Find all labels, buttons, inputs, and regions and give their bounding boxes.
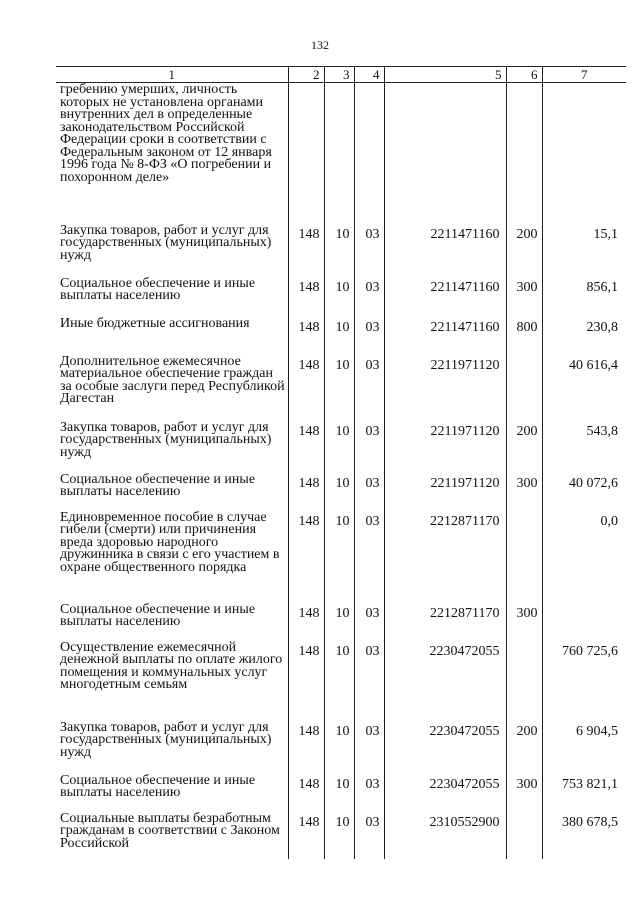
cell-subsection: 03 — [354, 512, 384, 604]
table-row — [56, 722, 626, 775]
cell-target-article: 2230472055 — [384, 722, 506, 775]
cell-subsection: 03 — [354, 813, 384, 859]
cell-target-article: 2212871170 — [384, 604, 506, 642]
cell-section: 10 — [324, 422, 354, 474]
cell-expense-type — [506, 642, 542, 722]
cell-ministry: 148 — [288, 278, 324, 318]
cell-expense-type — [506, 356, 542, 422]
column-header-6: 6 — [506, 67, 542, 83]
cell-section: 10 — [324, 775, 354, 813]
table-row — [56, 775, 626, 813]
row-name: Закупка товаров, работ и услуг для государственных (муниципальных) нужд — [60, 419, 272, 460]
cell-ministry: 148 — [288, 813, 324, 859]
cell-target-article: 2212871170 — [384, 512, 506, 604]
table-row — [56, 604, 626, 642]
cell-amount — [542, 83, 626, 225]
cell-ministry — [288, 83, 324, 225]
cell-ministry: 148 — [288, 318, 324, 356]
cell-amount: 6 904,5 — [542, 722, 626, 775]
cell-subsection: 03 — [354, 642, 384, 722]
column-header-3: 3 — [324, 67, 354, 83]
cell-ministry: 148 — [288, 356, 324, 422]
table-row — [56, 813, 626, 859]
cell-target-article: 2211471160 — [384, 318, 506, 356]
row-name: Социальное обеспечение и иные выплаты населению — [60, 471, 256, 499]
cell-target-article: 2211471160 — [384, 225, 506, 278]
cell-amount: 230,8 — [542, 318, 626, 356]
cell-section: 10 — [324, 512, 354, 604]
cell-ministry: 148 — [288, 422, 324, 474]
column-header-5: 5 — [384, 67, 506, 83]
row-name: Социальное обеспечение и иные выплаты населению — [60, 601, 256, 629]
cell-section: 10 — [324, 318, 354, 356]
cell-expense-type: 300 — [506, 775, 542, 813]
cell-expense-type: 300 — [506, 474, 542, 512]
cell-target-article: 2211971120 — [384, 474, 506, 512]
column-header-4: 4 — [354, 67, 384, 83]
cell-amount: 380 678,5 — [542, 813, 626, 859]
cell-section: 10 — [324, 642, 354, 722]
cell-section: 10 — [324, 474, 354, 512]
cell-target-article: 2211971120 — [384, 356, 506, 422]
column-header-7: 7 — [542, 67, 626, 83]
cell-amount: 0,0 — [542, 512, 626, 604]
cell-ministry: 148 — [288, 642, 324, 722]
cell-ministry: 148 — [288, 225, 324, 278]
cell-expense-type — [506, 512, 542, 604]
cell-section: 10 — [324, 722, 354, 775]
cell-target-article: 2211971120 — [384, 422, 506, 474]
row-name: Социальное обеспечение и иные выплаты населению — [60, 275, 256, 303]
cell-ministry: 148 — [288, 604, 324, 642]
cell-ministry: 148 — [288, 722, 324, 775]
cell-section — [324, 83, 354, 225]
cell-expense-type: 200 — [506, 722, 542, 775]
cell-amount: 753 821,1 — [542, 775, 626, 813]
row-name: Социальные выплаты безработным гражданам в соответствии с Законом Российской — [60, 810, 280, 851]
table-row — [56, 422, 626, 474]
row-name: Социальное обеспечение и иные выплаты населению — [60, 772, 256, 800]
cell-subsection: 03 — [354, 278, 384, 318]
page-number: 132 — [311, 38, 329, 52]
cell-section: 10 — [324, 356, 354, 422]
column-header-1: 1 — [56, 67, 288, 83]
column-header-2: 2 — [288, 67, 324, 83]
budget-table — [56, 66, 626, 859]
cell-subsection: 03 — [354, 775, 384, 813]
cell-ministry: 148 — [288, 512, 324, 604]
cell-subsection: 03 — [354, 422, 384, 474]
cell-target-article: 2211471160 — [384, 278, 506, 318]
cell-amount: 856,1 — [542, 278, 626, 318]
cell-expense-type — [506, 813, 542, 859]
cell-subsection: 03 — [354, 474, 384, 512]
table-row — [56, 356, 626, 422]
cell-amount: 15,1 — [542, 225, 626, 278]
cell-expense-type — [506, 83, 542, 225]
cell-amount: 40 616,4 — [542, 356, 626, 422]
cell-expense-type: 200 — [506, 422, 542, 474]
cell-expense-type: 200 — [506, 225, 542, 278]
row-name: Закупка товаров, работ и услуг для государственных (муниципальных) нужд — [60, 222, 272, 263]
table-row — [56, 318, 626, 356]
cell-expense-type: 300 — [506, 604, 542, 642]
cell-section: 10 — [324, 813, 354, 859]
cell-target-article: 2230472055 — [384, 642, 506, 722]
cell-amount: 40 072,6 — [542, 474, 626, 512]
table-row — [56, 474, 626, 512]
cell-section: 10 — [324, 604, 354, 642]
table-row — [56, 512, 626, 604]
cell-expense-type: 300 — [506, 278, 542, 318]
table-row — [56, 83, 626, 225]
cell-target-article: 2310552900 — [384, 813, 506, 859]
table-row — [56, 225, 626, 278]
cell-target-article — [384, 83, 506, 225]
table-row — [56, 642, 626, 722]
table-row — [56, 278, 626, 318]
cell-ministry: 148 — [288, 775, 324, 813]
cell-subsection: 03 — [354, 318, 384, 356]
row-name: Единовременное пособие в случае гибели (смерти) или причинения вреда здоровью народного дружинника в связи с его участием в охране общественного порядка — [60, 509, 280, 575]
cell-amount — [542, 604, 626, 642]
cell-ministry: 148 — [288, 474, 324, 512]
row-name: Иные бюджетные ассигнования — [60, 315, 250, 331]
header-row — [56, 67, 626, 83]
cell-expense-type: 800 — [506, 318, 542, 356]
cell-subsection: 03 — [354, 225, 384, 278]
row-name: Закупка товаров, работ и услуг для государственных (муниципальных) нужд — [60, 719, 272, 760]
row-name: Дополнительное ежемесячное материальное обеспечение граждан за особые заслуги перед Республикой Дагестан — [60, 353, 285, 406]
cell-subsection: 03 — [354, 722, 384, 775]
cell-subsection: 03 — [354, 356, 384, 422]
cell-subsection — [354, 83, 384, 225]
row-name: гребению умерших, личность которых не установлена органами внутренних дел в определенные законодательством Российской Федерации сроки в соответствии с Федеральным законом от 12 января 1996 года № 8-ФЗ «О погребении и похоронном деле» — [60, 82, 272, 185]
cell-amount: 760 725,6 — [542, 642, 626, 722]
row-name: Осуществление ежемесячной денежной выплаты по оплате жилого помещения и коммунальных услуг многодетным семьям — [60, 639, 283, 692]
cell-amount: 543,8 — [542, 422, 626, 474]
cell-section: 10 — [324, 278, 354, 318]
cell-target-article: 2230472055 — [384, 775, 506, 813]
cell-subsection: 03 — [354, 604, 384, 642]
cell-section: 10 — [324, 225, 354, 278]
